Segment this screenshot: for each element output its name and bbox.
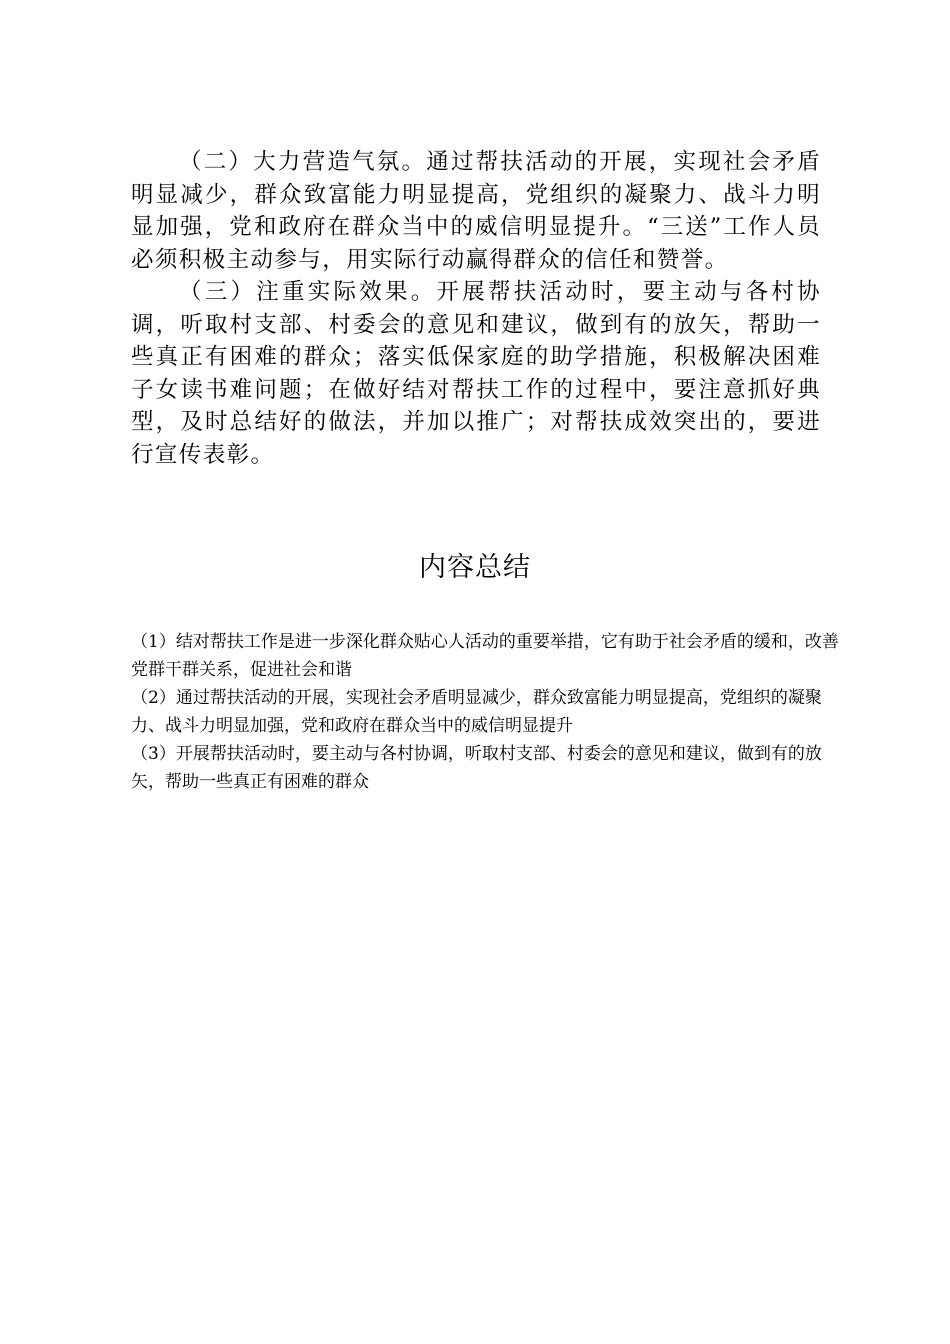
summary-item: （1）结对帮扶工作是进一步深化群众贴心人活动的重要举措，它有助于社会矛盾的缓和，改善党群干群关系，促进社会和谐 — [131, 632, 839, 680]
paragraph-atmosphere: （二）大力营造气氛。通过帮扶活动的开展，实现社会矛盾明显减少，群众致富能力明显提高，党组织的凝聚力、战斗力明显加强，党和政府在群众当中的威信明显提升。“三送”工作人员必须积极主动参与，用实际行动赢得群众的信任和赞誉。 — [131, 149, 821, 273]
summary-item: （3）开展帮扶活动时，要主动与各村协调，听取村支部、村委会的意见和建议，做到有的放矢，帮助一些真正有困难的群众 — [131, 744, 822, 792]
summary-item: （2）通过帮扶活动的开展，实现社会矛盾明显减少，群众致富能力明显提高，党组织的凝聚力、战斗力明显加强，党和政府在群众当中的威信明显提升 — [131, 688, 822, 736]
summary-title: 内容总结 — [419, 552, 531, 583]
paragraph-effect: （三）注重实际效果。开展帮扶活动时，要主动与各村协调，听取村支部、村委会的意见和建议，做到有的放矢，帮助一些真正有困难的群众；落实低保家庭的助学措施，积极解决困难子女读书难问题；在做好结对帮扶工作的过程中，要注意抓好典型，及时总结好的做法，并加以推广；对帮扶成效突出的，要进行宣传表彰。 — [131, 279, 821, 468]
body-text — [131, 146, 821, 471]
summary-list — [131, 628, 839, 796]
